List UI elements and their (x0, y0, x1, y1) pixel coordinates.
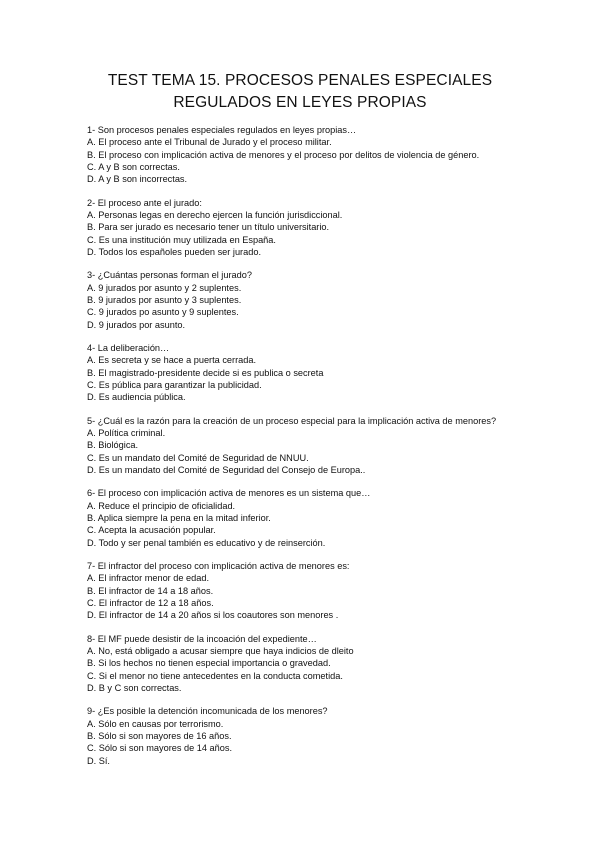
option-d: D. Todo y ser penal también es educativo y de reinserción. (87, 537, 326, 548)
option-b: B. 9 jurados por asunto y 3 suplentes. (87, 294, 242, 305)
option-c: C. Si el menor no tiene antecedentes en la conducta cometida. (87, 670, 343, 681)
question-text: 9- ¿Es posible la detención incomunicada de los menores? (87, 706, 328, 717)
option-a: A. El proceso ante el Tribunal de Jurado y el proceso militar. (87, 137, 332, 148)
option-c: C. Acepta la acusación popular. (87, 525, 216, 536)
question-5 (87, 415, 587, 476)
question-4 (87, 342, 587, 403)
question-text: 5- ¿Cuál es la razón para la creación de un proceso especial para la implicación activa de menores? (87, 415, 497, 426)
question-text: 4- La deliberación… (87, 343, 170, 354)
option-b: B. Biológica. (87, 440, 139, 451)
option-d: D. B y C son correctas. (87, 682, 182, 693)
question-6 (87, 487, 587, 548)
option-a: A. Sólo en causas por terrorismo. (87, 718, 224, 729)
question-text: 3- ¿Cuántas personas forman el jurado? (87, 270, 252, 281)
option-d: D. Es audiencia pública. (87, 392, 186, 403)
option-c: C. A y B son correctas. (87, 161, 180, 172)
option-c: C. 9 jurados po asunto y 9 suplentes. (87, 307, 239, 318)
question-text: 2- El proceso ante el jurado: (87, 197, 202, 208)
question-text: 7- El infractor del proceso con implicación activa de menores es: (87, 561, 350, 572)
option-b: B. Sólo si son mayores de 16 años. (87, 730, 232, 741)
question-text: 8- El MF puede desistir de la incoación del expediente… (87, 633, 317, 644)
option-a: A. El infractor menor de edad. (87, 573, 210, 584)
question-9 (87, 705, 587, 766)
question-list (87, 124, 587, 778)
page-title (0, 70, 600, 114)
option-b: B. Aplica siempre la pena en la mitad inferior. (87, 512, 271, 523)
option-d: D. El infractor de 14 a 20 años si los coautores son menores . (87, 610, 339, 621)
option-a: A. Política criminal. (87, 427, 166, 438)
option-c: C. Es un mandato del Comité de Seguridad de NNUU. (87, 452, 309, 463)
question-7 (87, 560, 587, 621)
option-c: C. Sólo si son mayores de 14 años. (87, 743, 233, 754)
question-text: 6- El proceso con implicación activa de menores es un sistema que… (87, 488, 371, 499)
option-d: D. 9 jurados por asunto. (87, 319, 186, 330)
option-b: B. El proceso con implicación activa de menores y el proceso por delitos de violencia de género. (87, 149, 480, 160)
question-text: 1- Son procesos penales especiales regulados en leyes propias… (87, 125, 357, 135)
option-b: B. El magistrado-presidente decide si es publica o secreta (87, 367, 324, 378)
option-c: C. Es una institución muy utilizada en España. (87, 234, 276, 245)
option-a: A. Es secreta y se hace a puerta cerrada. (87, 355, 257, 366)
title-line-1: TEST TEMA 15. PROCESOS PENALES ESPECIALES (107, 72, 493, 89)
option-c: C. El infractor de 12 a 18 años. (87, 597, 214, 608)
question-8 (87, 633, 587, 694)
option-b: B. El infractor de 14 a 18 años. (87, 585, 214, 596)
option-d: D. Sí. (87, 755, 110, 766)
question-3 (87, 269, 587, 330)
option-b: B. Para ser jurado es necesario tener un título universitario. (87, 222, 330, 233)
option-c: C. Es pública para garantizar la publicidad. (87, 379, 262, 390)
option-d: D. Es un mandato del Comité de Seguridad del Consejo de Europa.. (87, 464, 366, 475)
option-a: A. Reduce el principio de oficialidad. (87, 500, 236, 511)
question-2 (87, 197, 587, 258)
option-a: A. Personas legas en derecho ejercen la función jurisdiccional. (87, 209, 343, 220)
question-1 (87, 124, 587, 185)
option-a: A. 9 jurados por asunto y 2 suplentes. (87, 282, 242, 293)
option-b: B. Si los hechos no tienen especial importancia o gravedad. (87, 658, 331, 669)
option-d: D. Todos los españoles pueden ser jurado. (87, 246, 261, 257)
option-a: A. No, está obligado a acusar siempre que haya indicios de dleito (87, 646, 354, 656)
title-line-2: REGULADOS EN LEYES PROPIAS (173, 94, 427, 111)
option-d: D. A y B son incorrectas. (87, 174, 188, 185)
